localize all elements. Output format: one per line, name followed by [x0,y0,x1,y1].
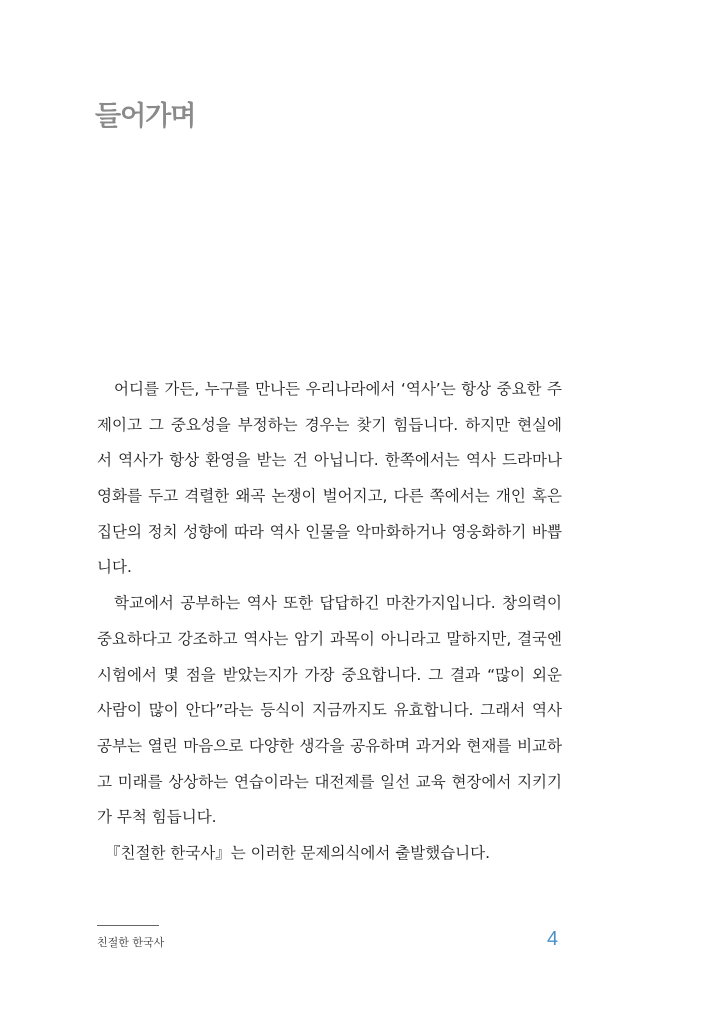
page-number: 4 [547,928,559,950]
paragraph-3-line-1: 『친절한 한국사』는 이러한 문제의식에서 출발했습니다. [105,843,491,862]
paragraph-2-line-3: 시험에서 몇 점을 받았는지가 가장 중요합니다. 그 결과 “많이 외운 [97,665,562,684]
paragraph-1-line-6: 니다. [97,558,132,577]
footer-divider [97,925,159,926]
paragraph-2-line-2: 중요하다고 강조하고 역사는 암기 과목이 아니라고 말하지만, 결국엔 [97,629,562,648]
paragraph-2-line-6: 고 미래를 상상하는 연습이라는 대전제를 일선 교육 현장에서 지키기 [97,772,562,791]
paragraph-1-line-3: 서 역사가 항상 환영을 받는 건 아닙니다. 한쪽에서는 역사 드라마나 [97,451,562,470]
chapter-title: 들어가며 [95,101,196,132]
paragraph-2-line-1: 학교에서 공부하는 역사 또한 답답하긴 마찬가지입니다. 창의력이 [114,594,562,613]
paragraph-2-line-4: 사람이 많이 안다”라는 등식이 지금까지도 유효합니다. 그래서 역사 [97,701,562,720]
paragraph-1-line-5: 집단의 정치 성향에 따라 역사 인물을 악마화하거나 영웅화하기 바쁩 [97,522,562,541]
paragraph-1-line-4: 영화를 두고 격렬한 왜곡 논쟁이 벌어지고, 다른 쪽에서는 개인 혹은 [97,487,562,506]
paragraph-2-line-7: 가 무척 힘듭니다. [97,808,217,827]
footer-book-title: 친절한 한국사 [97,936,165,949]
body-text [97,372,562,872]
paragraph-1-line-2: 제이고 그 중요성을 부정하는 경우는 찾기 힘듭니다. 하지만 현실에 [97,415,562,434]
paragraph-2-line-5: 공부는 열린 마음으로 다양한 생각을 공유하며 과거와 현재를 비교하 [97,736,562,755]
paragraph-1-line-1: 어디를 가든, 누구를 만나든 우리나라에서 ‘역사’는 항상 중요한 주 [114,380,562,398]
